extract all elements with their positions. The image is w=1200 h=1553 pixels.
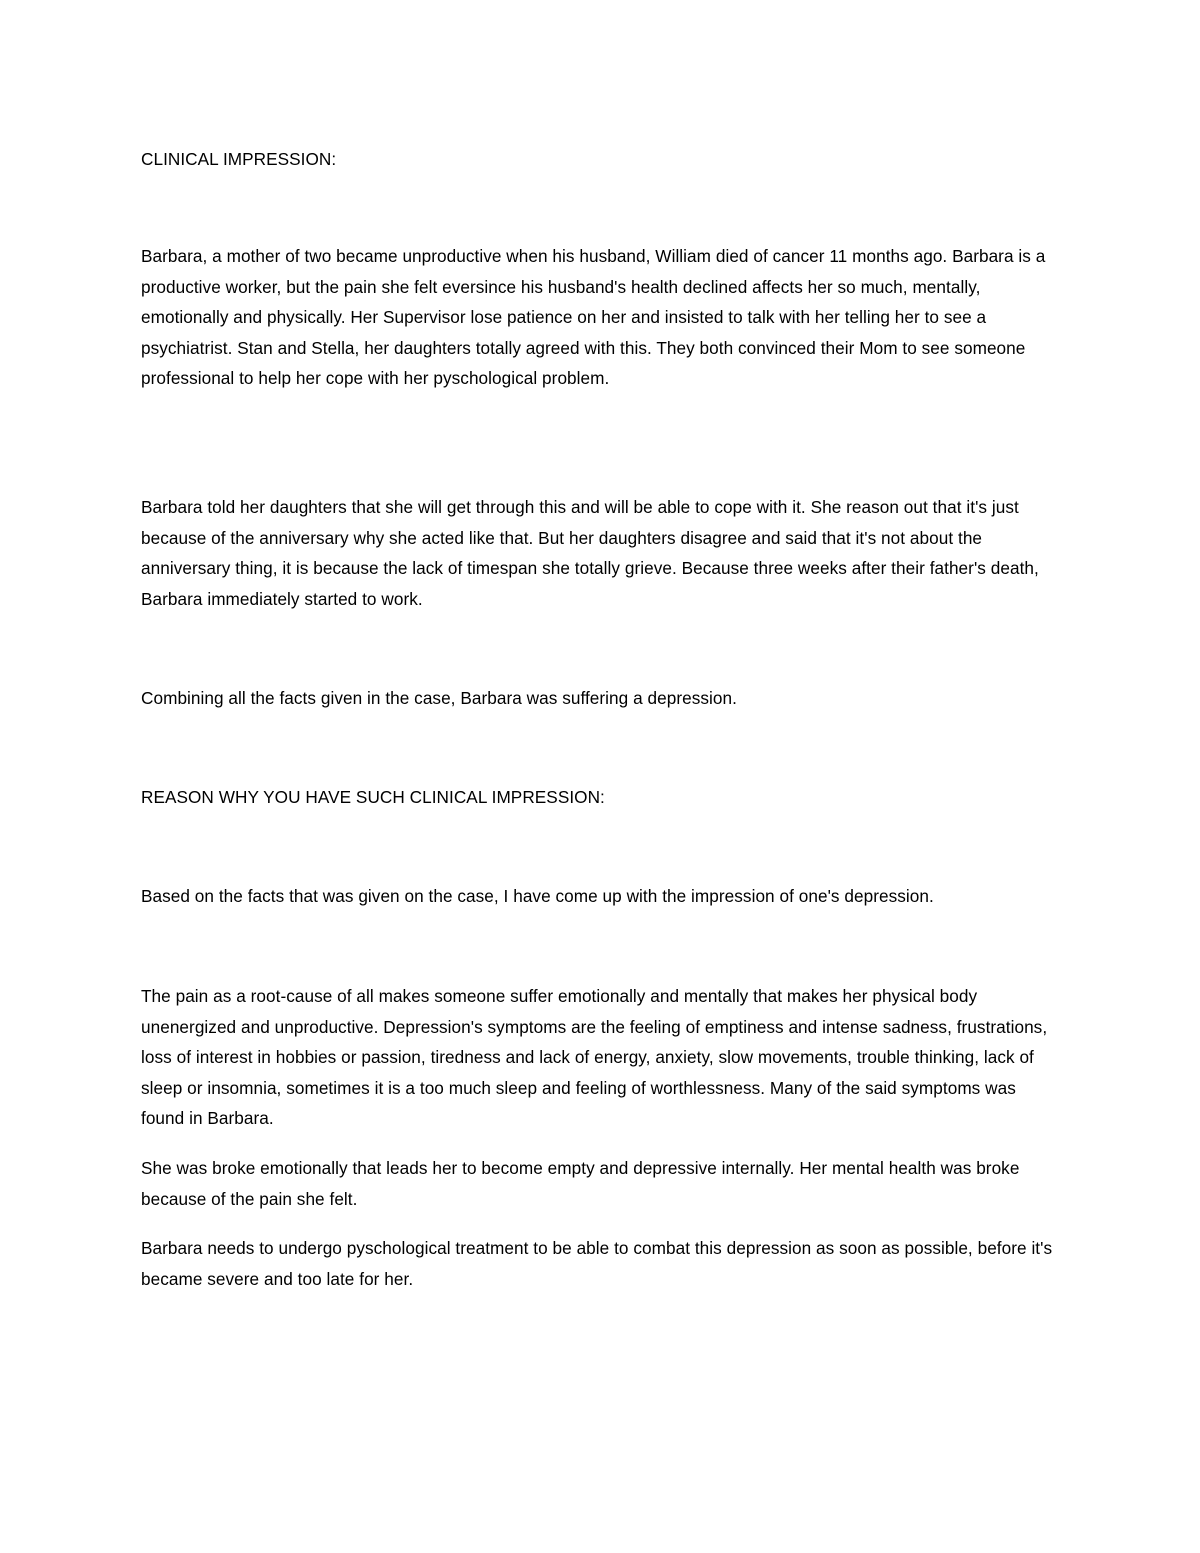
case-summary-paragraph: Barbara, a mother of two became unproductive when his husband, William died of cancer 11 months ago. Barbara is a productive worker, but the pain she felt eversince his husband's health declined affects her so much, mentally, emotionally and physically. Her Supervisor lose patience on her and insisted to talk with her telling her to see a psychiatrist. Stan and Stella, her daughters totally agreed with this. They both convinced their Mom to see someone professional to help her cope with her pyschological problem. bbox=[141, 246, 1046, 388]
treatment-paragraph: Barbara needs to undergo pyschological treatment to be able to combat this depression as soon as possible, before it's became severe and too late for her. bbox=[141, 1238, 1053, 1289]
daughters-paragraph: Barbara told her daughters that she will get through this and will be able to cope with it. She reason out that it's just because of the anniversary why she acted like that. But her daughters disagree and said that it's not about the anniversary thing, it is because the lack of timespan she totally grieve. Because three weeks after their father's death, Barbara immediately started to work. bbox=[141, 497, 1039, 609]
conclusion-paragraph: Combining all the facts given in the case, Barbara was suffering a depression. bbox=[141, 688, 737, 708]
symptoms-paragraph: The pain as a root-cause of all makes someone suffer emotionally and mentally that makes her physical body unenergized and unproductive. Depression's symptoms are the feeling of emptiness and intense sadness, frustrations, loss of interest in hobbies or passion, tiredness and lack of energy, anxiety, slow movements, trouble thinking, lack of sleep or insomnia, sometimes it is a too much sleep and feeling of worthlessness. Many of the said symptoms was found in Barbara. bbox=[141, 986, 1048, 1128]
reason-heading: REASON WHY YOU HAVE SUCH CLINICAL IMPRESSION: bbox=[141, 787, 605, 807]
clinical-impression-heading: CLINICAL IMPRESSION: bbox=[141, 149, 337, 169]
impression-basis-paragraph: Based on the facts that was given on the case, I have come up with the impression of one's depression. bbox=[141, 886, 934, 906]
emotional-state-paragraph: She was broke emotionally that leads her to become empty and depressive internally. Her mental health was broke because of the pain she felt. bbox=[141, 1158, 1020, 1209]
